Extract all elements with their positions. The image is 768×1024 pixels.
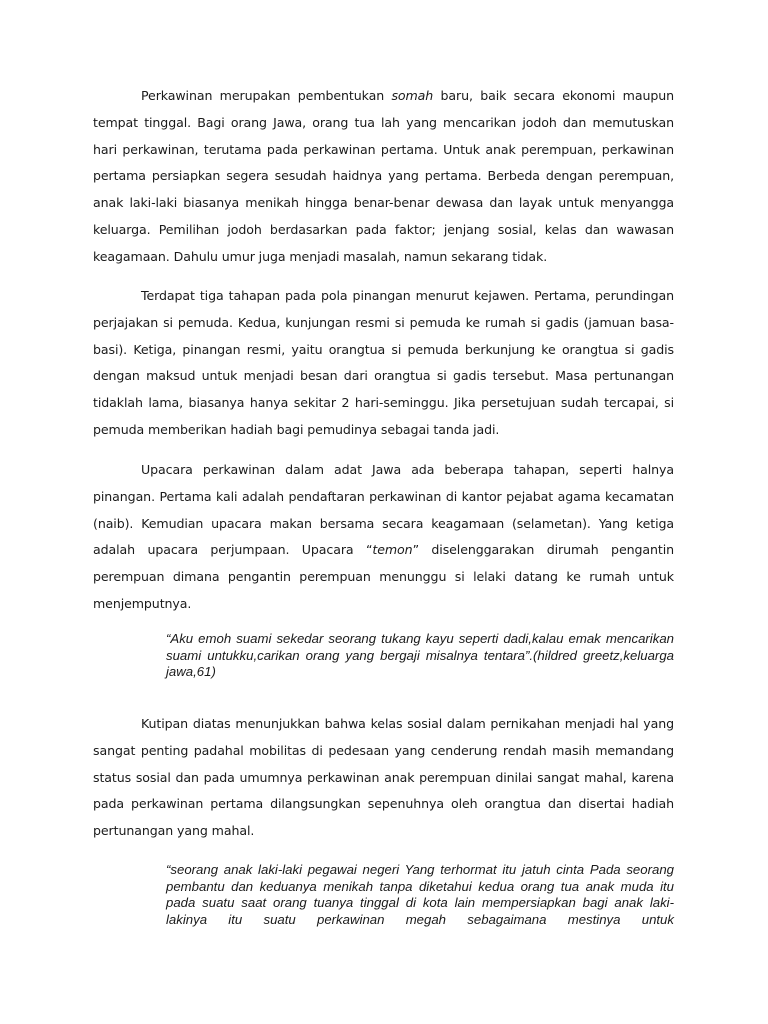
italic-term-temon: temon — [372, 542, 413, 558]
paragraph-quote-analysis — [93, 711, 674, 845]
italic-term-somah: somah — [391, 88, 434, 103]
quote-text: “Aku emoh suami sekedar seorang tukang kayu seperti dadi,kalau emak mencarikan suami untukku,carikan orang yang bergaji misalnya tentara”.(hildred greetz,keluarga jawa,61) — [166, 631, 674, 680]
paragraph-proposal-stages — [93, 283, 674, 444]
paragraph-text: Upacara perkawinan dalam adat Jawa ada beberapa tahapan, seperti halnya pinangan. Pertama kali adalah pendaftaran perkawinan di kantor pejabat agama kecamatan (naib). Kemudian upacara makan bersama secara keagamaan (selametan). Yang ketiga adalah upacara perjumpaan. Upacara “ — [93, 462, 674, 558]
quote-text: “seorang anak laki-laki pegawai negeri Yang terhormat itu jatuh cinta Pada seorang pembantu dan keduanya menikah tanpa diketahui kedua orang tua anak muda itu pada suatu saat orang tuanya tinggal di kota lain mempersiapkan bagi anak laki-lakinya itu suatu perkawinan megah sebagaimana mestinya untuk — [166, 862, 674, 927]
block-quote-2 — [166, 862, 674, 928]
paragraph-marriage-intro — [93, 83, 674, 271]
paragraph-text: ” diselenggarakan dirumah pengantin perempuan dimana pengantin perempuan menunggu si lelaki datang ke rumah untuk menjemputnya. — [93, 542, 674, 611]
paragraph-text: Perkawinan merupakan pembentukan — [141, 88, 392, 103]
paragraph-text: Kutipan diatas menunjukkan bahwa kelas sosial dalam pernikahan menjadi hal yang sangat penting padahal mobilitas di pedesaan yang cenderung rendah masih memandang status sosial dan pada umumnya perkawinan anak perempuan dinilai sangat mahal, karena pada perkawinan pertama dilangsungkan sepenuhnya oleh orangtua dan disertai hadiah pertunangan yang mahal. — [93, 716, 674, 839]
paragraph-text: baru, baik secara ekonomi maupun tempat tinggal. Bagi orang Jawa, orang tua lah yang mencarikan jodoh dan memutuskan hari perkawinan, terutama pada perkawinan pertama. Untuk anak perempuan, perkawinan pertama persiapkan segera sesudah haidnya yang pertama. Berbeda dengan perempuan, anak laki-laki biasanya menikah hingga benar-benar dewasa dan layak untuk menyangga keluarga. Pemilihan jodoh berdasarkan pada faktor; jenjang sosial, kelas dan wawasan keagamaan. Dahulu umur juga menjadi masalah, namun sekarang tidak. — [93, 88, 674, 264]
block-quote-1 — [166, 631, 674, 681]
paragraph-wedding-stages — [93, 457, 674, 618]
paragraph-text: Terdapat tiga tahapan pada pola pinangan menurut kejawen. Pertama, perundingan perjajakan si pemuda. Kedua, kunjungan resmi si pemuda ke rumah si gadis (jamuan basa-basi). Ketiga, pinangan resmi, yaitu orangtua si pemuda berkunjung ke orangtua si gadis dengan maksud untuk menjadi besan dari orangtua si gadis tersebut. Masa pertunangan tidaklah lama, biasanya hanya sekitar 2 hari-seminggu. Jika persetujuan sudah tercapai, si pemuda memberikan hadiah bagi pemudinya sebagai tanda jadi. — [93, 288, 674, 437]
